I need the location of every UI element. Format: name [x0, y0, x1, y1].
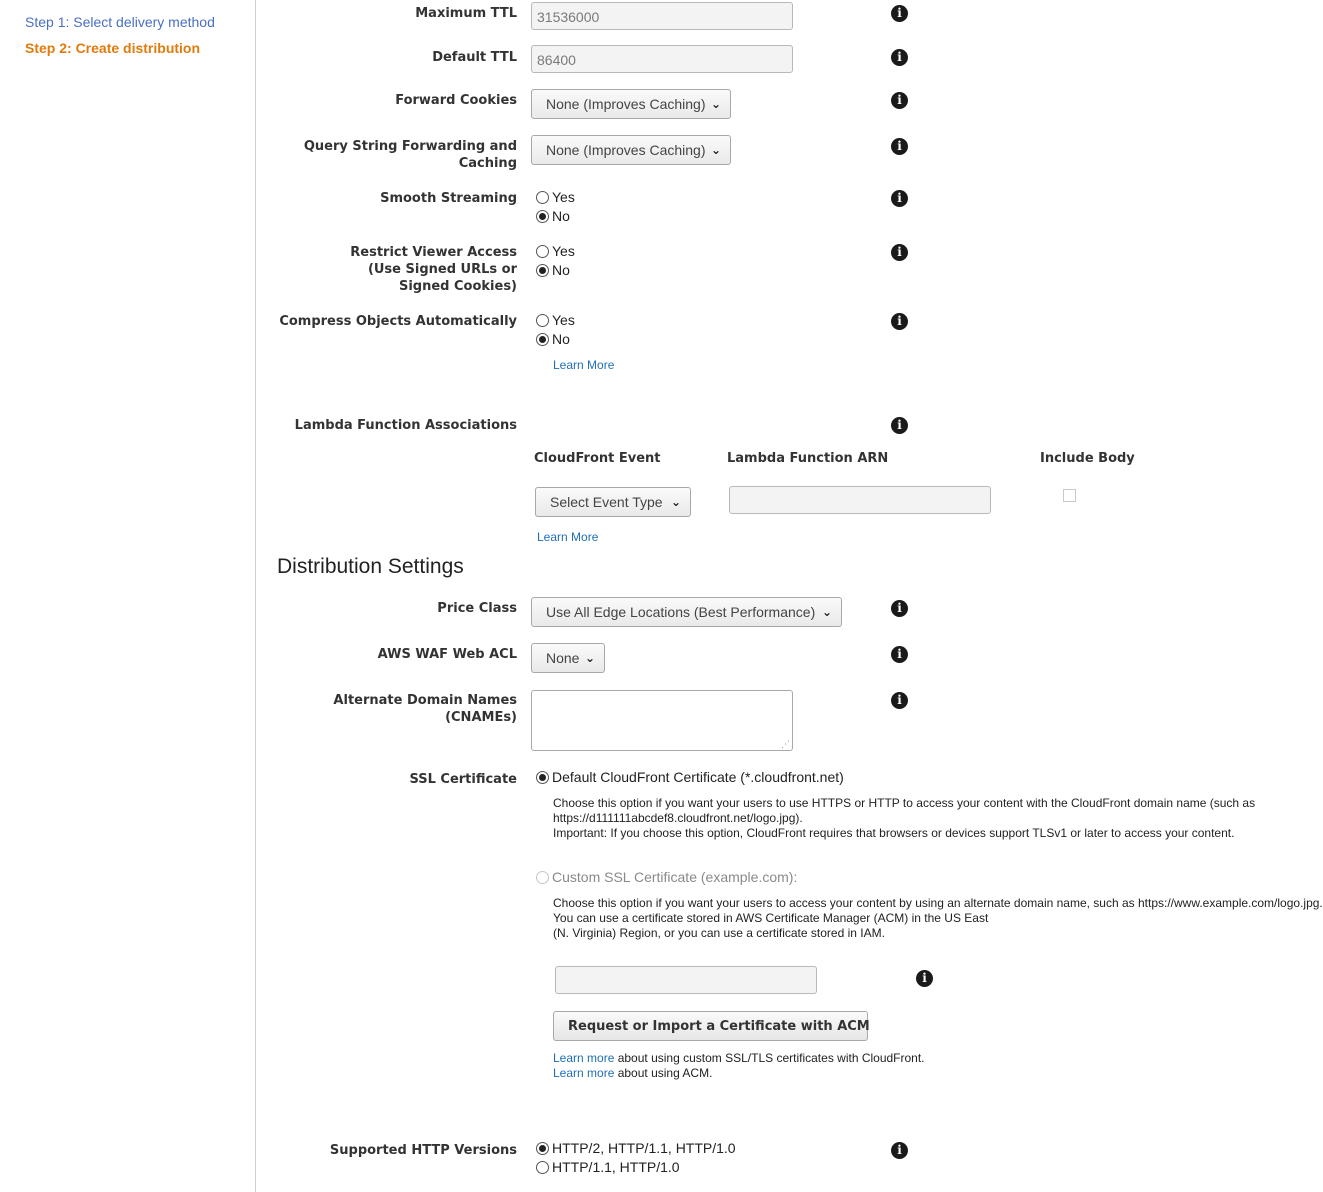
query-string-select[interactable]: [531, 135, 731, 165]
default-ttl-label: Default TTL: [432, 50, 517, 65]
event-type-select[interactable]: [535, 487, 691, 517]
include-body-header: Include Body: [1040, 451, 1135, 466]
description-line: Choose this option if you want your users to access your content by using an alternate domain name, such as https://www.example.com/logo.jpg.: [553, 896, 1323, 910]
cnames-label: [267, 692, 517, 726]
http-version-option-1[interactable]: [536, 1140, 736, 1156]
radio-label: No: [552, 208, 570, 224]
radio-button[interactable]: [536, 1161, 549, 1174]
restrict-label-line3: Signed Cookies): [398, 279, 517, 294]
query-string-label-line2: Caching: [458, 156, 517, 171]
restrict-viewer-label: [267, 244, 517, 295]
compress-objects-label: Compress Objects Automatically: [279, 314, 517, 329]
restrict-viewer-yes[interactable]: [536, 243, 575, 259]
radio-label: No: [552, 331, 570, 347]
ssl-default-description: [553, 796, 1255, 841]
waf-select[interactable]: [531, 643, 605, 673]
radio-button-selected[interactable]: [536, 333, 549, 346]
restrict-label-line2: (Use Signed URLs or: [367, 262, 517, 277]
restrict-label-line1: Restrict Viewer Access: [350, 245, 517, 260]
http-version-option-2[interactable]: [536, 1159, 680, 1175]
cnames-label-line2: (CNAMEs): [445, 710, 517, 725]
lambda-arn-header: Lambda Function ARN: [727, 451, 889, 466]
ssl-custom-option[interactable]: [536, 869, 797, 885]
forward-cookies-select[interactable]: [531, 89, 731, 119]
step-1-link[interactable]: Step 1: Select delivery method: [25, 14, 215, 30]
info-icon[interactable]: i: [891, 692, 908, 709]
radio-label: HTTP/1.1, HTTP/1.0: [552, 1159, 680, 1175]
restrict-viewer-no[interactable]: [536, 262, 570, 278]
http-versions-label: Supported HTTP Versions: [329, 1143, 517, 1158]
price-class-label: Price Class: [437, 601, 517, 616]
lambda-associations-label: Lambda Function Associations: [294, 418, 517, 433]
cnames-textarea[interactable]: [531, 690, 793, 751]
section-title: Distribution Settings: [277, 555, 464, 578]
chevron-down-icon: ⌄: [710, 97, 721, 111]
learn-more-ssl-line: [553, 1051, 925, 1066]
ssl-certificate-label: SSL Certificate: [409, 772, 517, 787]
radio-button-selected[interactable]: [536, 1142, 549, 1155]
forward-cookies-value: None (Improves Caching): [546, 96, 706, 112]
learn-more-link[interactable]: Learn More: [537, 530, 599, 544]
info-icon[interactable]: i: [891, 138, 908, 155]
info-icon[interactable]: i: [891, 600, 908, 617]
lambda-arn-input[interactable]: [729, 486, 991, 514]
create-distribution-form: [257, 0, 1323, 1192]
smooth-streaming-label: Smooth Streaming: [380, 191, 517, 206]
info-icon[interactable]: i: [891, 49, 908, 66]
info-icon[interactable]: i: [916, 970, 933, 987]
event-type-value: Select Event Type: [550, 494, 663, 510]
radio-button-selected[interactable]: [536, 771, 549, 784]
price-class-select[interactable]: [531, 597, 842, 627]
learn-more-text: about using custom SSL/TLS certificates with CloudFront.: [614, 1051, 925, 1065]
compress-objects-yes[interactable]: [536, 312, 575, 328]
radio-label: Yes: [552, 243, 575, 259]
info-icon[interactable]: i: [891, 5, 908, 22]
info-icon[interactable]: i: [891, 313, 908, 330]
forward-cookies-label: Forward Cookies: [395, 93, 517, 108]
info-icon[interactable]: i: [891, 190, 908, 207]
chevron-down-icon: ⌄: [670, 495, 681, 509]
ssl-default-option[interactable]: [536, 769, 844, 785]
description-line: (N. Virginia) Region, or you can use a certificate stored in IAM.: [553, 926, 885, 940]
radio-button-selected[interactable]: [536, 264, 549, 277]
default-ttl-input[interactable]: 86400: [531, 45, 793, 73]
info-icon[interactable]: i: [891, 417, 908, 434]
radio-label: Yes: [552, 312, 575, 328]
radio-label: Yes: [552, 189, 575, 205]
description-line: https://d111111abcdef8.cloudfront.net/logo.jpg).: [553, 811, 803, 825]
compress-objects-no[interactable]: [536, 331, 570, 347]
description-line: You can use a certificate stored in AWS Certificate Manager (ACM) in the US East: [553, 911, 989, 925]
chevron-down-icon: ⌄: [584, 651, 595, 665]
smooth-streaming-no[interactable]: [536, 208, 570, 224]
resize-grip-icon[interactable]: ⋰: [781, 739, 790, 749]
wizard-sidebar: [0, 0, 256, 1192]
radio-button[interactable]: [536, 314, 549, 327]
description-line: Choose this option if you want your users to use HTTPS or HTTP to access your content with the CloudFront domain name (such as: [553, 796, 1256, 810]
description-line: Important: If you choose this option, CloudFront requires that browsers or devices support TLSv1 or later to access your content.: [553, 826, 1235, 840]
cloudfront-event-header: CloudFront Event: [534, 451, 661, 466]
waf-value: None: [546, 650, 580, 666]
price-class-value: Use All Edge Locations (Best Performance): [546, 604, 816, 620]
maximum-ttl-label: Maximum TTL: [415, 6, 517, 21]
waf-label: AWS WAF Web ACL: [377, 647, 517, 662]
info-icon[interactable]: i: [891, 1142, 908, 1159]
radio-button[interactable]: [536, 191, 549, 204]
learn-more-link[interactable]: Learn more: [553, 1066, 615, 1080]
learn-more-acm-line: [553, 1066, 712, 1081]
request-certificate-button[interactable]: Request or Import a Certificate with ACM: [553, 1011, 868, 1041]
include-body-checkbox[interactable]: [1063, 489, 1076, 502]
cnames-label-line1: Alternate Domain Names: [333, 693, 517, 708]
radio-button[interactable]: [536, 245, 549, 258]
chevron-down-icon: ⌄: [710, 143, 721, 157]
chevron-down-icon: ⌄: [821, 605, 832, 619]
info-icon[interactable]: i: [891, 244, 908, 261]
info-icon[interactable]: i: [891, 92, 908, 109]
learn-more-link[interactable]: Learn more: [553, 1051, 615, 1065]
custom-certificate-input[interactable]: [555, 966, 817, 994]
ssl-custom-description: [553, 896, 1323, 941]
query-string-label: [267, 138, 517, 172]
radio-button-disabled[interactable]: [536, 871, 549, 884]
radio-label: Custom SSL Certificate (example.com):: [552, 869, 798, 885]
maximum-ttl-input[interactable]: 31536000: [531, 2, 793, 30]
query-string-label-line1: Query String Forwarding and: [303, 139, 517, 154]
radio-label: Default CloudFront Certificate (*.cloudfront.net): [552, 769, 844, 785]
radio-button-selected[interactable]: [536, 210, 549, 223]
learn-more-text: about using ACM.: [614, 1066, 713, 1080]
step-2-current: Step 2: Create distribution: [25, 40, 201, 56]
query-string-value: None (Improves Caching): [546, 142, 706, 158]
info-icon[interactable]: i: [891, 646, 908, 663]
smooth-streaming-yes[interactable]: [536, 189, 575, 205]
radio-label: HTTP/2, HTTP/1.1, HTTP/1.0: [552, 1140, 736, 1156]
radio-label: No: [552, 262, 570, 278]
learn-more-link[interactable]: Learn More: [553, 358, 615, 372]
